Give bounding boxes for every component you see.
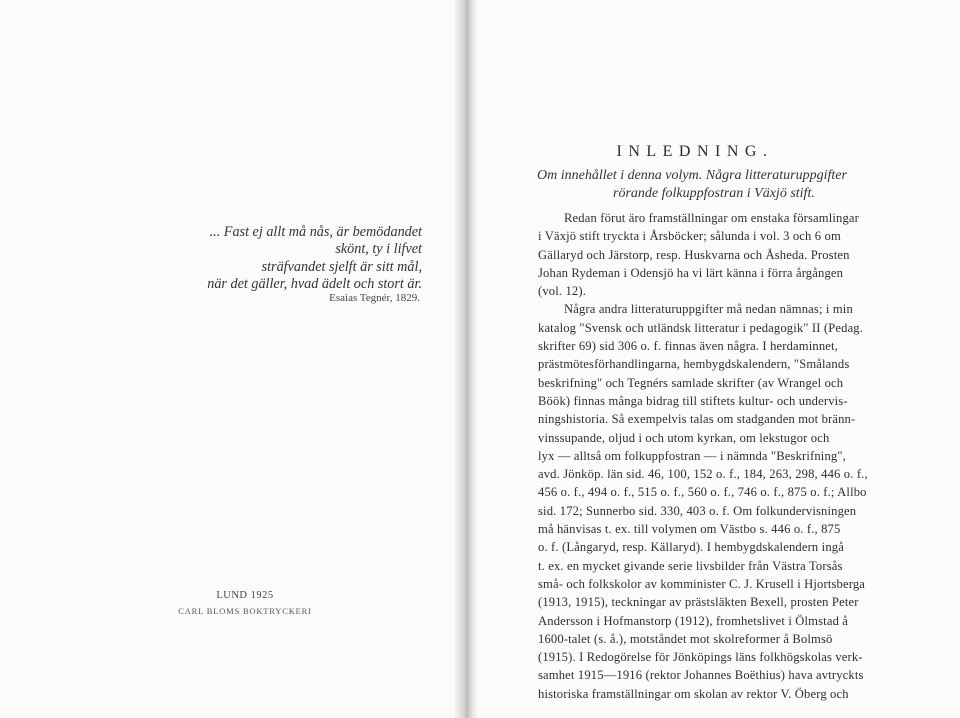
left-page xyxy=(0,0,460,718)
chapter-subheading xyxy=(537,167,897,202)
subheading-line: Om innehållet i denna volym. Några litteraturuppgifter xyxy=(537,168,847,183)
body-line: skrifter 69) sid 306 o. f. finnas även några. I herdaminnet, xyxy=(538,339,838,354)
body-line: Redan förut äro framställningar om enstaka församlingar xyxy=(564,211,860,225)
body-text xyxy=(538,209,908,703)
book-gutter xyxy=(455,0,477,718)
chapter-heading: INLEDNING. xyxy=(616,143,774,160)
motto-line: skönt, ty i lifvet xyxy=(335,241,422,258)
body-line: må hänvisas t. ex. till volymen om Västbo s. 446 o. f., 875 xyxy=(538,522,841,537)
motto-line: när det gäller, hvad ädelt och stort är. xyxy=(207,276,422,293)
body-line: (1913, 1915), teckningar av prästsläkten Bexell, prosten Peter xyxy=(538,595,859,610)
imprint-printer: CARL BLOMS BOKTRYCKERI xyxy=(178,606,312,616)
body-line: katalog "Svensk och utländsk litteratur i pedagogik" II (Pedag. xyxy=(538,320,864,335)
body-line: Några andra litteraturuppgifter må nedan nämnas; i min xyxy=(564,302,853,317)
body-line: små- och folkskolor av komminister C. J. Krusell i Hjortsberga xyxy=(538,576,866,591)
subheading-line: rörande folkuppfostran i Växjö stift. xyxy=(613,185,815,201)
motto-attribution: Esaias Tegnér, 1829. xyxy=(329,292,420,304)
body-line: 1600-talet (s. å.), motståndet mot skolreformer å Bolmsö xyxy=(538,631,833,646)
body-line: vinssupande, oljud i och utom kyrkan, om lekstugor och xyxy=(538,430,830,445)
body-line: i Växjö stift tryckta i Årsböcker; sålunda i vol. 3 och 6 om xyxy=(538,229,841,244)
body-line: prästmötesförhandlingarna, hembygdskalendern, "Smålands xyxy=(538,357,850,372)
motto-line: ... Fast ej allt må nås, är bemödandet xyxy=(209,224,422,240)
body-line: avd. Jönköp. län sid. 46, 100, 152 o. f., 184, 263, 298, 446 o. f., xyxy=(538,467,868,482)
body-line: o. f. (Långaryd, resp. Källaryd). I hembygdskalendern ingå xyxy=(538,540,844,555)
body-line: Johan Rydeman i Odensjö ha vi lärt känna i förra årgången xyxy=(538,265,844,280)
imprint-place: LUND 1925 xyxy=(216,590,274,601)
body-line: t. ex. en mycket givande serie livsbilder från Västra Torsås xyxy=(538,558,843,573)
body-line: Böök) finnas många bidrag till stiftets kultur- och undervis- xyxy=(538,393,848,408)
body-line: 456 o. f., 494 o. f., 515 o. f., 560 o. f., 746 o. f., 875 o. f.; Allbo xyxy=(538,485,867,500)
motto xyxy=(172,224,422,294)
body-line: sid. 172; Sunnerbo sid. 330, 403 o. f. Om folkundervisningen xyxy=(538,503,857,518)
body-line: samhet 1915—1916 (rektor Johannes Boëthius) hava avtryckts xyxy=(538,668,864,683)
body-line: beskrifning" och Tegnérs samlade skrifter (av Wrangel och xyxy=(538,375,844,390)
body-line: (vol. 12). xyxy=(538,284,587,299)
body-line: historiska framställningar om skolan av rektor V. Öberg och xyxy=(538,686,849,701)
body-line: lyx — alltså om folkuppfostran — i nämnda "Beskrifning", xyxy=(538,448,846,463)
body-line: ningshistoria. Så exempelvis talas om stadganden mot bränn- xyxy=(538,412,856,427)
body-line: (1915). I Redogörelse för Jönköpings läns folkhögskolas verk- xyxy=(538,650,863,665)
body-line: Gällaryd och Järstorp, resp. Huskvarna och Åsheda. Prosten xyxy=(538,247,850,262)
motto-line: sträfvandet sjelft är sitt mål, xyxy=(261,258,422,275)
body-line: Andersson i Hofmanstorp (1912), fromhetslivet i Ölmstad å xyxy=(538,613,849,628)
